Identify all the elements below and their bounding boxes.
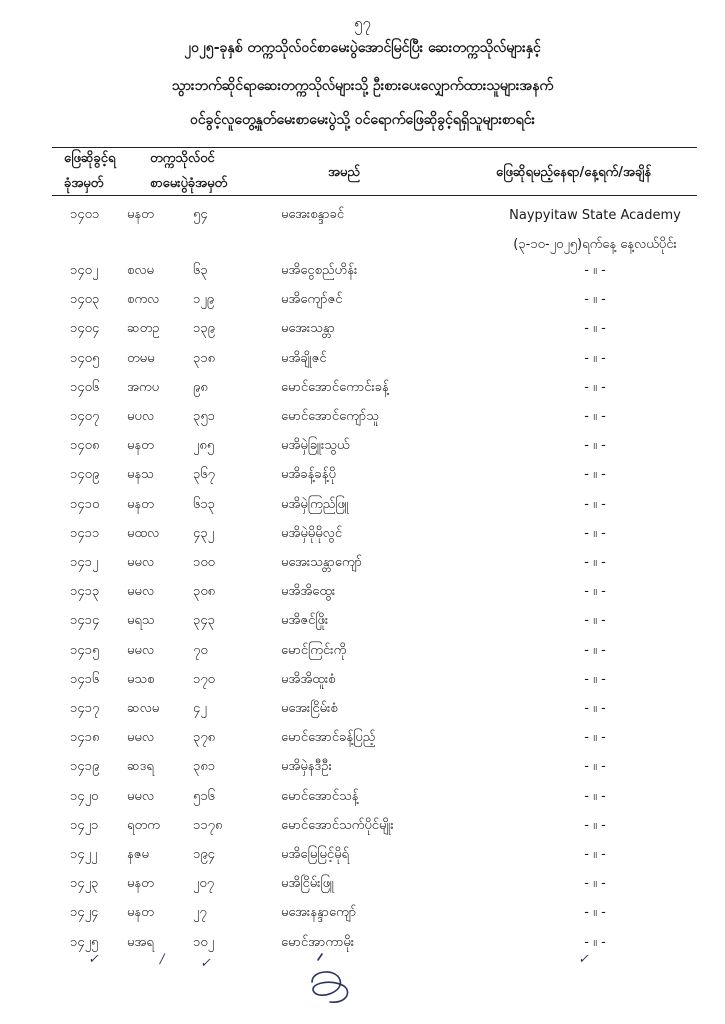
row-apply-no: ၁၄၁၁ (70, 525, 100, 541)
row-seat-no: ၉၈ (193, 379, 208, 395)
row-dept-code: မမလ (127, 555, 155, 570)
table-row (0, 291, 725, 317)
row-apply-no: ၁၄၂၅ (70, 934, 99, 950)
title-line-2: သွားဘက်ဆိုင်ရာဆေးတက္ကသိုလ်များသို့ ဦးစားပေးလျှောက်ထားသူများအနက် (171, 78, 554, 94)
row-apply-no: ၁၄၀၆ (70, 379, 100, 395)
row-dept-code: မနတ (127, 438, 154, 454)
row-apply-no: ၁၄၀၇ (70, 409, 100, 424)
row-name: မောင်အောင်ခန့်ပြည့် (281, 730, 376, 746)
row-apply-no: ၁၄၁၆ (70, 671, 100, 687)
row-apply-no: ၁၄၂၂ (70, 847, 98, 862)
row-apply-no: ၁၄၂၀ (70, 788, 99, 804)
row-dept-code: အကပ (127, 379, 160, 395)
page-number: ၅၇ (354, 14, 371, 32)
row-name: မအိငွေစည်ဟိန်း (281, 263, 358, 278)
row-venue-ditto: - ။ - (584, 905, 606, 921)
handwritten-marks (0, 952, 725, 1012)
row-name: မအေးနန္ဒာကျော် (281, 905, 357, 921)
row-seat-no: ၁၇၀ (193, 671, 215, 687)
row-name: မအိအိထူးစံ (281, 671, 336, 687)
table-row (0, 612, 725, 638)
exam-venue: Naypyitaw State Academy (509, 208, 681, 223)
row-seat-no: ၇၀ (193, 642, 208, 658)
header-name: အမည် (328, 165, 360, 180)
table-row (0, 700, 725, 726)
table-row (0, 729, 725, 755)
row-name: မအိဇင်ဖြိုး (281, 613, 329, 629)
row-dept-code: နဇမ (127, 847, 149, 862)
row-venue-ditto: - ။ - (584, 847, 606, 862)
row-dept-code: စကလ (127, 292, 160, 308)
row-name: မောင်အာကာမိုး (281, 934, 355, 950)
row-venue-ditto: - ။ - (584, 730, 606, 746)
row-seat-no: ၃၈၁ (193, 759, 216, 775)
row-apply-no: ၁၄၁၈ (70, 730, 100, 746)
row-name: မအိချိုဇင် (281, 350, 327, 366)
row-seat-no: ၁၂၉ (193, 292, 215, 308)
row-name: မောင်ကြင်းကို (281, 642, 347, 658)
header-bottom-rule (52, 195, 697, 196)
header-venue-date-time: ဖြေဆိုရမည့်နေရာ/နေ့ရက်/အချိန် (496, 165, 652, 180)
row-apply-no: ၁၄၀၄ (70, 321, 100, 337)
row-apply-no: ၁၄၁၇ (70, 701, 100, 716)
row-name: မအိမှဲကြည်ဖြူ (281, 496, 349, 512)
row-seat-no: ၅၁၆ (193, 788, 215, 804)
row-seat-no: ၁၁၇၈ (193, 817, 223, 833)
row-dept-code: တမမ (127, 350, 155, 366)
row-seat-no: ၂၀၇ (193, 876, 215, 892)
table-row (0, 466, 725, 492)
row-seat-no: ၃၆၇ (193, 467, 215, 483)
row-seat-no: ၆၃ (193, 263, 208, 278)
table-row (0, 583, 725, 609)
row-seat-no: ၁၃၉ (193, 321, 215, 337)
row-dept-code: မမလ (127, 788, 155, 804)
table-row (0, 875, 725, 901)
row-dept-code: မနတ (127, 876, 154, 892)
row-seat-no: ၃၅၁ (193, 409, 215, 424)
row-seat-no: ၆၁၃ (193, 496, 215, 512)
row-name: မောင်အောင်သန့် (281, 788, 359, 804)
row-venue-ditto: - ။ - (584, 321, 606, 337)
table-row (0, 350, 725, 376)
tick-mark-icon: ✓ (88, 952, 99, 967)
row-name: မအေးစန္ဒာခင် (281, 207, 345, 222)
row-name: မအိကျော်ဇင် (281, 292, 343, 308)
header-top-rule (52, 147, 697, 148)
row-dept-code: မရသ (127, 613, 155, 629)
row-dept-code: မမလ (127, 642, 155, 658)
row-apply-no: ၁၄၀၃ (70, 292, 100, 308)
row-seat-no: ၃၀၈ (193, 584, 216, 600)
row-seat-no: ၃၁၈ (193, 350, 216, 366)
table-row (0, 554, 725, 580)
row-venue-ditto: - ။ - (584, 876, 606, 892)
row-apply-no: ၁၄၁၀ (70, 496, 100, 512)
row-apply-no: ၁၄၁၉ (70, 759, 100, 775)
table-row (0, 904, 725, 930)
row-apply-no: ၁၄၁၄ (70, 613, 100, 629)
row-venue-ditto: - ။ - (584, 671, 606, 687)
table-row (0, 379, 725, 405)
row-apply-no: ၁၄၂၄ (70, 905, 99, 921)
row-dept-code: မမလ (127, 730, 155, 746)
row-apply-no: ၁၄၂၁ (70, 817, 99, 833)
title-line-1: ၂၀၂၅-ခုနှစ် တက္ကသိုလ်ဝင်စာမေးပွဲအောင်မြင်ပြီး ဆေးတက္ကသိုလ်များနှင့် (184, 40, 541, 56)
row-name: မအိမှဲခြူးသွယ် (281, 438, 350, 454)
row-venue-ditto: - ။ - (584, 525, 606, 541)
signature-icon (300, 952, 360, 1008)
row-dept-code: မပလ (127, 409, 155, 424)
row-apply-no: ၁၄၀၂ (70, 263, 99, 278)
table-row (0, 496, 725, 522)
row-dept-code: မအရ (127, 934, 154, 950)
table-row (0, 758, 725, 784)
table-row (0, 262, 725, 288)
table-row (0, 846, 725, 872)
row-venue-ditto: - ။ - (584, 759, 606, 775)
row-dept-code: ဆဒရ (127, 759, 154, 775)
row-venue-ditto: - ။ - (584, 496, 606, 512)
row-name: မောင်အောင်ကောင်းခန့် (281, 379, 389, 395)
tick-mark-icon: ✓ (578, 952, 589, 967)
row-venue-ditto: - ။ - (584, 701, 606, 716)
row-dept-code: ဆလမ (127, 701, 160, 716)
row-seat-no: ၄၂ (193, 701, 207, 716)
row-venue-ditto: - ။ - (584, 409, 606, 424)
row-venue-ditto: - ။ - (584, 292, 606, 308)
row-venue-ditto: - ။ - (584, 788, 606, 804)
header-seat-no: တက္ကသိုလ်ဝင် စာမေးပွဲခုံအမှတ် (150, 151, 228, 191)
row-dept-code: စလမ (127, 263, 154, 278)
row-venue-ditto: - ။ - (584, 613, 606, 629)
row-seat-no: ၄၃၂ (193, 525, 215, 541)
row-dept-code: မမလ (127, 584, 155, 600)
table-row (0, 817, 725, 843)
row-name: မောင်အောင်သက်ပိုင်မျိုး (281, 817, 394, 833)
row-apply-no: ၁၄၀၅ (70, 350, 100, 366)
row-apply-no: ၁၄၀၁ (70, 207, 100, 222)
row-venue-ditto: - ။ - (584, 817, 606, 833)
table-row (0, 206, 725, 232)
row-venue-ditto: - ။ - (584, 555, 606, 570)
tick-mark-icon: / (160, 952, 165, 967)
row-dept-code: မနတ (127, 496, 154, 512)
title-line-3: ဝင်ခွင့်လူတွေ့နှုတ်မေးစာမေးပွဲသို့ ဝင်ရောက်ဖြေဆိုခွင့်ရရှိသူများစာရင်း (189, 112, 536, 128)
row-dept-code: ရတက (127, 817, 160, 833)
row-venue-ditto: - ။ - (584, 263, 606, 278)
row-dept-code: မနသ (127, 467, 154, 483)
table-row (0, 788, 725, 814)
row-name: မအိမြေမြင့်မိုရ် (281, 847, 349, 862)
table-row (0, 408, 725, 434)
row-venue-ditto: - ။ - (584, 467, 606, 483)
row-seat-no: ၃၄၃ (193, 613, 215, 629)
table-row (0, 525, 725, 551)
row-dept-code: မသစ (127, 671, 155, 687)
row-name: မအေးသန္တာကျော် (281, 555, 363, 570)
row-name: မအိခန့်ခန့်ပို (281, 467, 336, 483)
row-apply-no: ၁၄၀၈ (70, 438, 100, 454)
table-row (0, 437, 725, 463)
row-seat-no: ၃၇၈ (193, 730, 216, 746)
row-name: မောင်အောင်ကျော်သူ (281, 409, 379, 424)
row-venue-ditto: - ။ - (584, 934, 606, 950)
row-apply-no: ၁၄၁၃ (70, 584, 100, 600)
row-seat-no: ၁၀၀ (193, 555, 215, 570)
row-seat-no: ၅၄ (193, 207, 208, 222)
row-dept-code: မနတ (127, 207, 154, 222)
row-apply-no: ၁၄၁၂ (70, 555, 99, 570)
row-name: မအိအိထွေး (281, 584, 336, 600)
row-seat-no: ၂၈၅ (193, 438, 215, 454)
row-apply-no: ၁၄၂၃ (70, 876, 99, 892)
row-dept-code: မနတ (127, 905, 154, 921)
row-name: မအိမှဲမိုမိုလွင် (281, 525, 343, 541)
row-seat-no: ၁၀၂ (193, 934, 215, 950)
row-name: မအေးသန္တာ (281, 321, 335, 337)
table-row (0, 320, 725, 346)
header-apply-no: ဖြေဆိုခွင့်ရ ခုံအမှတ် (64, 151, 116, 191)
row-venue-ditto: - ။ - (584, 379, 606, 395)
row-name: မအေးငြိမ်းစံ (281, 701, 338, 716)
row-venue-ditto: - ။ - (584, 642, 606, 658)
row-apply-no: ၁၄၁၅ (70, 642, 100, 658)
row-dept-code: မထလ (127, 525, 160, 541)
row-seat-no: ၁၉၄ (193, 847, 215, 862)
exam-date-time: (၃-၁၀-၂၀၂၅)ရက်နေ့ နေ့လယ်ပိုင်း (513, 237, 677, 252)
tick-mark-icon: ✓ (200, 956, 211, 971)
table-row (0, 671, 725, 697)
row-name: မအိငြိမ်းဖြူ (281, 876, 334, 892)
row-venue-ditto: - ။ - (584, 584, 606, 600)
row-venue-ditto: - ။ - (584, 350, 606, 366)
row-venue-ditto: - ။ - (584, 438, 606, 454)
row-name: မအိမှဲနဒီဦး (281, 759, 332, 775)
row-dept-code: ဆတဥ (127, 321, 160, 337)
table-row (0, 642, 725, 668)
row-seat-no: ၂၇ (193, 905, 207, 921)
row-apply-no: ၁၄၀၉ (70, 467, 100, 483)
